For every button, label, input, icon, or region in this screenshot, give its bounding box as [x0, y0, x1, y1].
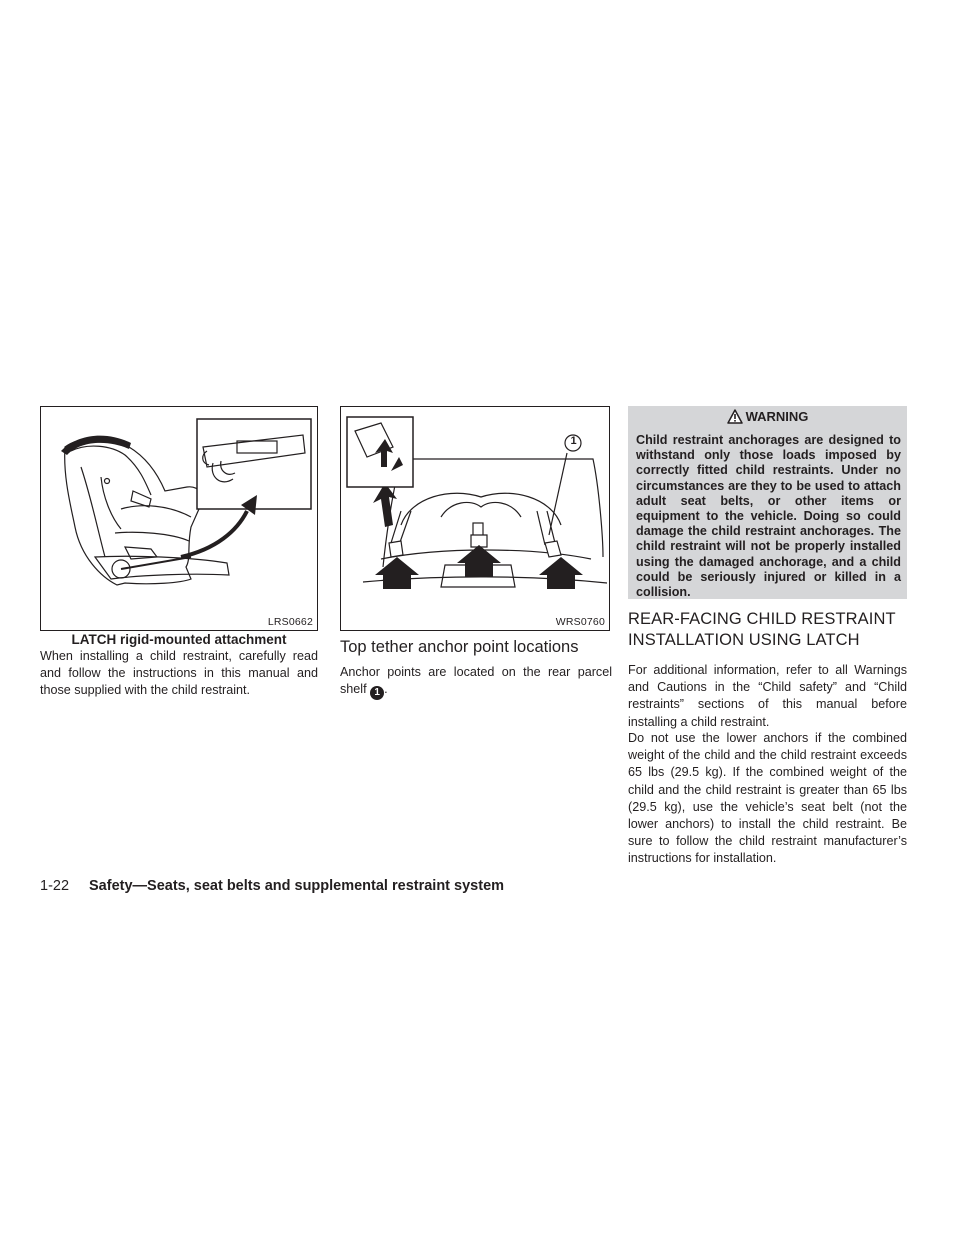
figure-code: WRS0760 [555, 616, 605, 628]
latch-attachment-figure [40, 406, 318, 631]
section-subheading: Top tether anchor point locations [340, 638, 579, 656]
middle-paragraph [340, 664, 612, 700]
figure-caption: LATCH rigid-mounted attachment [71, 632, 287, 647]
section-heading [628, 609, 918, 651]
middle-paragraph-text: Anchor points are located on the rear parcel shelf [340, 665, 612, 697]
callout-reference: 1 [370, 686, 384, 700]
warning-box [628, 406, 907, 599]
right-paragraph-1: For additional information, refer to all Warnings and Cautions in the “Child safety” and “Child restraints” sections of this manual before installing a child restraint. [628, 663, 907, 729]
section-heading-line1: REAR-FACING CHILD RESTRAINT [628, 610, 896, 628]
warning-text: Child restraint anchorages are designed to withstand only those loads imposed by correctly fitted child restraints. Under no circumstances are they to be used to attach adult seat belts, or other items or equipment to the vehicle. Doing so could damage the child restraint anchorages. The child restraint will not be properly installed using the damaged anchorage, and a child could be seriously injured or killed in a collision. [636, 433, 901, 600]
middle-paragraph-end: . [384, 682, 388, 697]
warning-title [628, 409, 907, 427]
child-seat-illustration [41, 407, 318, 631]
section-heading-line2: INSTALLATION USING LATCH [628, 631, 860, 649]
left-paragraph: When installing a child restraint, carefully read and follow the instructions in this manual and those supplied with the child restraint. [40, 649, 318, 698]
figure-code: LRS0662 [267, 616, 313, 628]
tether-anchor-figure [340, 406, 610, 631]
right-paragraph-2: Do not use the lower anchors if the combined weight of the child and the child restraint exceeds 65 lbs (29.5 kg). If the combined weight of the child and the child restraint is greater than 65 lbs (29.5 kg), use the vehicle’s seat belt (not the lower anchors) to install the child restraint. Be sure to follow the child restraint manufacturer’s instructions for installation. [628, 731, 907, 866]
warning-icon [727, 409, 743, 427]
warning-title-text: WARNING [745, 409, 809, 424]
footer-section-title: Safety—Seats, seat belts and supplemental restraint system [89, 878, 505, 894]
page-number: 1-22 [40, 878, 70, 894]
callout-number: 1 [570, 435, 577, 447]
